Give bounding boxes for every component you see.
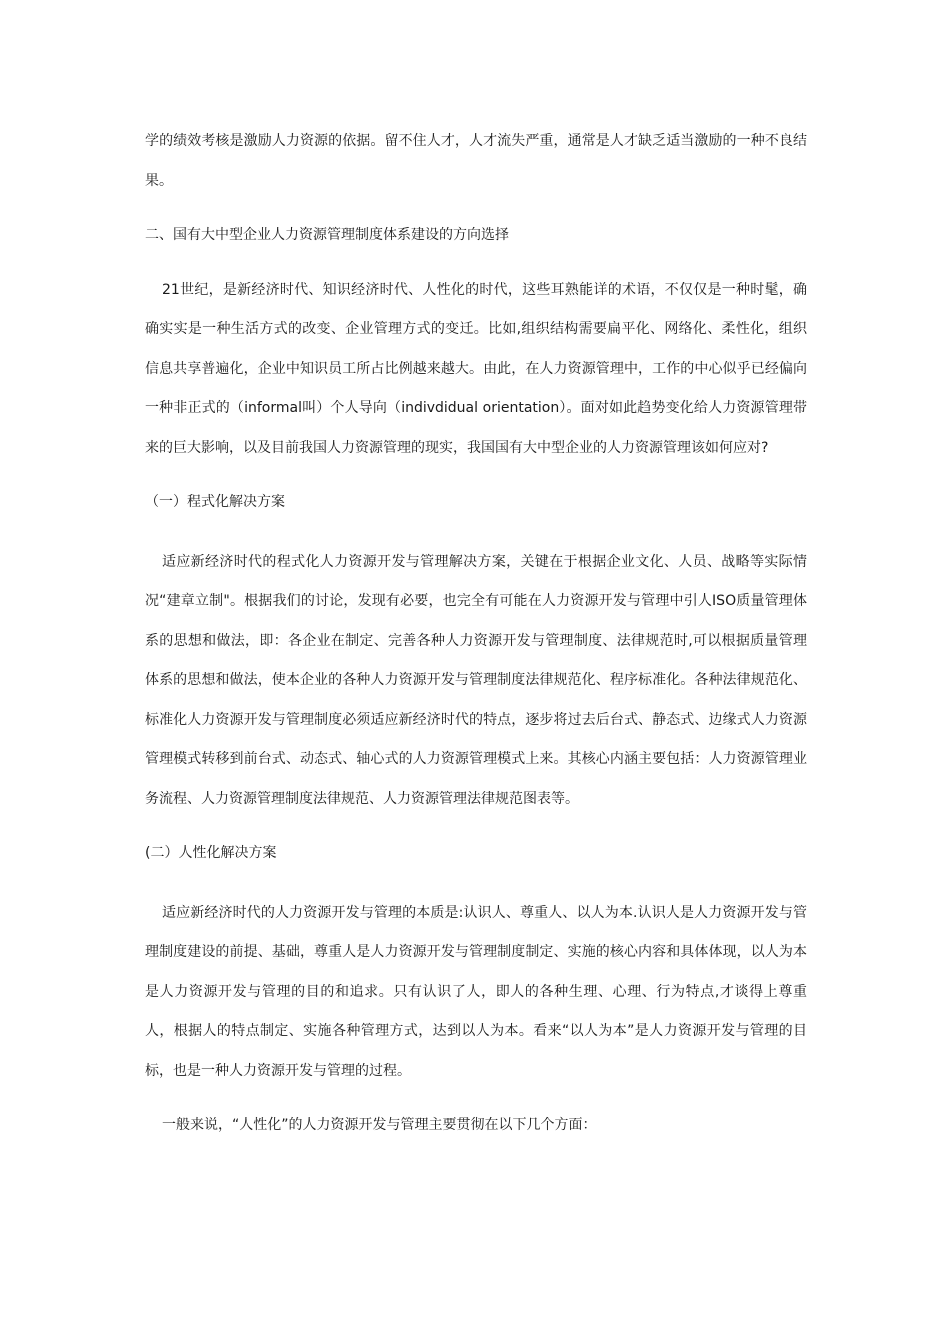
paragraph-humanized-solution: 适应新经济时代的人力资源开发与管理的本质是:认识人、尊重人、以人为本.认识人是人力资源开发与管理制度建设的前提、基础，尊重人是人力资源开发与管理制度制定、实施的核心内容和具体体现，以人为本是人力资源开发与管理的目的和追求。只有认识了人，即人的各种生理、心理、行为特点,才谈得上尊重人，根据人的特点制定、实施各种管理方式，达到以人为本。看来“以人为本”是人力资源开发与管理的目标，也是一种人力资源开发与管理的过程。 [145,904,807,1079]
paragraph-programmatic-solution: 适应新经济时代的程式化人力资源开发与管理解决方案，关键在于根据企业文化、人员、战略等实际情况“建章立制"。根据我们的讨论，发现有必要，也完全有可能在人力资源开发与管理中引人ISO质量管理体系的思想和做法，即：各企业在制定、完善各种人力资源开发与管理制度、法律规范时,可以根据质量管理体系的思想和做法，使本企业的各种人力资源开发与管理制度法律规范化、程序标准化。各种法律规范化、标准化人力资源开发与管理制度必须适应新经济时代的特点，逐步将过去后台式、静态式、边缘式人力资源管理模式转移到前台式、动态式、轴心式的人力资源管理模式上来。其核心内涵主要包括：人力资源管理业务流程、人力资源管理制度法律规范、人力资源管理法律规范图表等。 [145,553,807,807]
paragraph-generally-speaking: 一般来说，“人性化”的人力资源开发与管理主要贯彻在以下几个方面： [162,1117,597,1133]
section-heading-direction-choice: 二、国有大中型企业人力资源管理制度体系建设的方向选择 [145,227,509,243]
document-body [145,122,807,1146]
subheading-humanized-solution: (二）人性化解决方案 [145,845,277,861]
subheading-programmatic-solution: （一）程式化解决方案 [145,494,285,510]
paragraph-continuation: 学的绩效考核是激励人力资源的依据。留不住人才，人才流失严重，通常是人才缺乏适当激励的一种不良结果。 [145,133,807,189]
paragraph-21st-century: 21世纪，是新经济时代、知识经济时代、人性化的时代，这些耳熟能详的术语，不仅仅是一种时髦，确确实实是一种生活方式的改变、企业管理方式的变迁。比如,组织结构需要扁平化、网络化、柔性化，组织信息共享普遍化，企业中知识员工所占比例越来越大。由此，在人力资源管理中，工作的中心似乎已经偏向一种非正式的（informal叫）个人导向（indivdidual orientation）。面对如此趋势变化给人力资源管理带来的巨大影响，以及目前我国人力资源管理的现实，我国国有大中型企业的人力资源管理该如何应对? [145,281,807,456]
